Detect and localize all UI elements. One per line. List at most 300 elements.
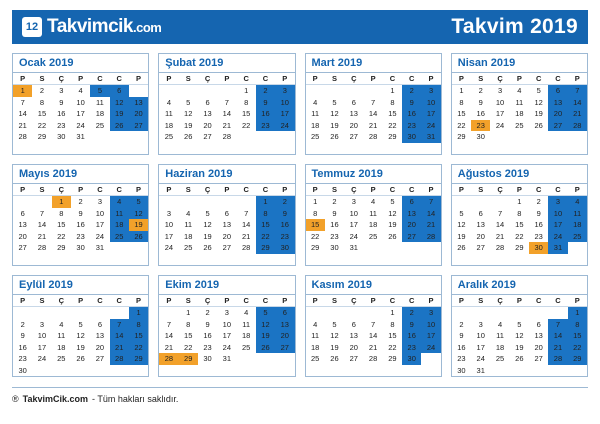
day-cell[interactable]: 14	[568, 97, 587, 109]
day-cell[interactable]: 17	[421, 330, 440, 342]
day-cell[interactable]: 4	[166, 97, 171, 107]
day-cell[interactable]: 16	[76, 220, 85, 230]
day-cell[interactable]: 29	[457, 132, 466, 142]
day-cell[interactable]: 29	[515, 243, 524, 253]
day-cell[interactable]: 29	[388, 132, 397, 142]
day-cell[interactable]: 25	[515, 120, 524, 130]
day-cell[interactable]: 9	[275, 208, 294, 220]
day-cell[interactable]: 1	[517, 197, 522, 207]
day-cell[interactable]: 20	[349, 120, 358, 130]
day-cell[interactable]: 19	[388, 220, 397, 230]
day-cell[interactable]: 8	[256, 208, 275, 220]
day-cell[interactable]: 6	[548, 85, 567, 97]
day-cell[interactable]: 12	[457, 220, 466, 230]
day-cell[interactable]: 17	[164, 231, 174, 241]
day-cell[interactable]: 9	[536, 208, 541, 218]
day-cell[interactable]: 18	[368, 220, 378, 230]
day-cell[interactable]: 12	[534, 97, 543, 107]
day-cell[interactable]: 17	[476, 342, 485, 352]
day-cell[interactable]: 4	[244, 308, 249, 318]
day-cell[interactable]: 14	[368, 109, 378, 119]
day-cell[interactable]: 16	[534, 220, 543, 230]
day-cell[interactable]: 13	[129, 97, 148, 109]
day-cell[interactable]: 9	[402, 97, 421, 109]
day-cell[interactable]: 11	[57, 331, 66, 341]
day-cell[interactable]: 2	[459, 319, 464, 329]
day-cell[interactable]: 20	[476, 231, 485, 241]
day-cell[interactable]: 31	[95, 243, 105, 253]
day-cell[interactable]: 10	[421, 319, 440, 331]
day-cell[interactable]: 29	[256, 242, 275, 254]
day-cell[interactable]: 21	[241, 231, 251, 241]
day-cell[interactable]: 3	[97, 197, 102, 207]
day-cell[interactable]: 14	[164, 331, 174, 341]
day-cell[interactable]: 20	[534, 342, 543, 352]
day-cell[interactable]: 24	[421, 342, 440, 354]
holiday-day-cell[interactable]: 1	[52, 196, 71, 208]
day-cell[interactable]: 4	[371, 197, 376, 207]
day-cell[interactable]: 2	[402, 307, 421, 319]
day-cell[interactable]: 14	[368, 331, 378, 341]
day-cell[interactable]: 21	[421, 219, 440, 231]
holiday-day-cell[interactable]: 29	[179, 353, 198, 365]
day-cell[interactable]: 21	[368, 342, 378, 352]
day-cell[interactable]: 27	[402, 231, 421, 243]
day-cell[interactable]: 27	[222, 243, 232, 253]
day-cell[interactable]: 7	[244, 208, 249, 218]
day-cell[interactable]: 31	[222, 354, 232, 364]
day-cell[interactable]: 4	[186, 208, 191, 218]
day-cell[interactable]: 7	[497, 208, 503, 218]
day-cell[interactable]: 24	[275, 120, 294, 132]
day-cell[interactable]: 29	[388, 354, 397, 364]
day-cell[interactable]: 7	[166, 319, 171, 329]
day-cell[interactable]: 21	[568, 108, 587, 120]
day-cell[interactable]: 13	[349, 331, 358, 341]
day-cell[interactable]: 17	[76, 109, 85, 119]
day-cell[interactable]: 3	[59, 86, 64, 96]
day-cell[interactable]: 18	[164, 120, 174, 130]
day-cell[interactable]: 15	[37, 109, 47, 119]
day-cell[interactable]: 16	[402, 108, 421, 120]
day-cell[interactable]: 25	[95, 120, 105, 130]
day-cell[interactable]: 25	[110, 231, 129, 243]
day-cell[interactable]: 29	[568, 353, 587, 365]
day-cell[interactable]: 17	[421, 108, 440, 120]
day-cell[interactable]: 16	[203, 331, 212, 341]
day-cell[interactable]: 13	[349, 109, 358, 119]
day-cell[interactable]: 6	[351, 319, 356, 329]
day-cell[interactable]: 29	[129, 353, 148, 365]
day-cell[interactable]: 15	[568, 330, 587, 342]
day-cell[interactable]: 26	[203, 243, 212, 253]
day-cell[interactable]: 19	[330, 120, 339, 130]
day-cell[interactable]: 23	[18, 354, 27, 364]
day-cell[interactable]: 17	[222, 331, 232, 341]
day-cell[interactable]: 20	[95, 342, 105, 352]
day-cell[interactable]: 3	[548, 196, 567, 208]
day-cell[interactable]: 19	[457, 231, 466, 241]
day-cell[interactable]: 8	[313, 208, 318, 218]
day-cell[interactable]: 27	[203, 132, 212, 142]
day-cell[interactable]: 3	[275, 85, 294, 97]
day-cell[interactable]: 5	[90, 85, 109, 97]
day-cell[interactable]: 30	[203, 354, 212, 364]
day-cell[interactable]: 25	[495, 354, 505, 364]
day-cell[interactable]: 7	[371, 319, 376, 329]
day-cell[interactable]: 22	[184, 342, 193, 352]
day-cell[interactable]: 3	[421, 307, 440, 319]
day-cell[interactable]: 5	[256, 307, 275, 319]
day-cell[interactable]: 31	[548, 242, 567, 254]
day-cell[interactable]: 1	[256, 196, 275, 208]
day-cell[interactable]: 12	[129, 208, 148, 220]
day-cell[interactable]: 24	[222, 342, 232, 352]
day-cell[interactable]: 31	[76, 132, 85, 142]
day-cell[interactable]: 12	[330, 109, 339, 119]
day-cell[interactable]: 8	[390, 97, 395, 107]
day-cell[interactable]: 27	[18, 243, 27, 253]
day-cell[interactable]: 1	[459, 86, 464, 96]
day-cell[interactable]: 26	[388, 231, 397, 241]
day-cell[interactable]: 15	[57, 220, 66, 230]
day-cell[interactable]: 9	[478, 97, 483, 107]
day-cell[interactable]: 2	[536, 197, 541, 207]
day-cell[interactable]: 5	[517, 319, 522, 329]
day-cell[interactable]: 3	[497, 86, 503, 96]
day-cell[interactable]: 25	[241, 342, 251, 352]
day-cell[interactable]: 23	[457, 354, 466, 364]
day-cell[interactable]: 17	[548, 219, 567, 231]
day-cell[interactable]: 4	[517, 86, 522, 96]
day-cell[interactable]: 19	[184, 120, 193, 130]
day-cell[interactable]: 25	[368, 231, 378, 241]
day-cell[interactable]: 22	[388, 120, 397, 130]
day-cell[interactable]: 8	[517, 208, 522, 218]
day-cell[interactable]: 7	[224, 97, 229, 107]
day-cell[interactable]: 11	[242, 319, 251, 329]
day-cell[interactable]: 18	[184, 231, 193, 241]
day-cell[interactable]: 18	[515, 109, 524, 119]
day-cell[interactable]: 20	[548, 108, 567, 120]
day-cell[interactable]: 17	[495, 109, 505, 119]
day-cell[interactable]: 24	[95, 231, 105, 241]
day-cell[interactable]: 9	[256, 97, 275, 109]
day-cell[interactable]: 12	[388, 208, 397, 218]
day-cell[interactable]: 14	[241, 220, 251, 230]
day-cell[interactable]: 14	[18, 109, 27, 119]
day-cell[interactable]: 14	[110, 330, 129, 342]
day-cell[interactable]: 9	[402, 319, 421, 331]
day-cell[interactable]: 1	[129, 307, 148, 319]
day-cell[interactable]: 15	[241, 109, 251, 119]
day-cell[interactable]: 23	[330, 231, 339, 241]
day-cell[interactable]: 10	[349, 208, 358, 218]
day-cell[interactable]: 5	[332, 97, 337, 107]
day-cell[interactable]: 4	[110, 196, 129, 208]
day-cell[interactable]: 11	[165, 109, 173, 119]
day-cell[interactable]: 1	[390, 308, 395, 318]
day-cell[interactable]: 15	[184, 331, 193, 341]
day-cell[interactable]: 9	[205, 319, 210, 329]
day-cell[interactable]: 12	[330, 331, 339, 341]
holiday-day-cell[interactable]: 19	[129, 219, 148, 231]
day-cell[interactable]: 25	[57, 354, 66, 364]
day-cell[interactable]: 4	[497, 319, 503, 329]
day-cell[interactable]: 22	[568, 342, 587, 354]
day-cell[interactable]: 4	[313, 319, 318, 329]
day-cell[interactable]: 13	[203, 109, 212, 119]
day-cell[interactable]: 6	[351, 97, 356, 107]
day-cell[interactable]: 15	[515, 220, 524, 230]
day-cell[interactable]: 22	[388, 342, 397, 352]
day-cell[interactable]: 30	[18, 365, 27, 375]
day-cell[interactable]: 5	[332, 319, 337, 329]
day-cell[interactable]: 18	[310, 342, 320, 352]
day-cell[interactable]: 14	[495, 220, 505, 230]
day-cell[interactable]: 7	[20, 97, 25, 107]
day-cell[interactable]: 28	[18, 132, 27, 142]
day-cell[interactable]: 14	[421, 208, 440, 220]
day-cell[interactable]: 30	[330, 243, 339, 253]
day-cell[interactable]: 23	[534, 231, 543, 241]
day-cell[interactable]: 8	[39, 97, 45, 107]
day-cell[interactable]: 25	[568, 231, 587, 243]
day-cell[interactable]: 19	[330, 342, 339, 352]
day-cell[interactable]: 13	[18, 220, 27, 230]
day-cell[interactable]: 17	[349, 220, 358, 230]
day-cell[interactable]: 17	[95, 220, 105, 230]
day-cell[interactable]: 22	[241, 120, 251, 130]
day-cell[interactable]: 7	[110, 319, 129, 331]
day-cell[interactable]: 20	[18, 231, 27, 241]
day-cell[interactable]: 15	[129, 330, 148, 342]
day-cell[interactable]: 8	[59, 208, 64, 218]
day-cell[interactable]: 25	[184, 243, 193, 253]
day-cell[interactable]: 30	[402, 131, 421, 143]
day-cell[interactable]: 5	[78, 319, 83, 329]
day-cell[interactable]: 11	[311, 109, 320, 119]
day-cell[interactable]: 11	[369, 208, 377, 218]
day-cell[interactable]: 2	[39, 86, 45, 96]
day-cell[interactable]: 23	[256, 120, 275, 132]
day-cell[interactable]: 6	[110, 85, 129, 97]
day-cell[interactable]: 7	[568, 85, 587, 97]
day-cell[interactable]: 24	[37, 354, 47, 364]
day-cell[interactable]: 27	[534, 354, 543, 364]
day-cell[interactable]: 29	[57, 243, 66, 253]
day-cell[interactable]: 10	[495, 97, 505, 107]
day-cell[interactable]: 29	[37, 132, 47, 142]
day-cell[interactable]: 2	[402, 85, 421, 97]
day-cell[interactable]: 11	[184, 220, 193, 230]
day-cell[interactable]: 28	[368, 132, 378, 142]
day-cell[interactable]: 25	[164, 132, 174, 142]
day-cell[interactable]: 30	[57, 132, 66, 142]
day-cell[interactable]: 18	[568, 219, 587, 231]
day-cell[interactable]: 8	[244, 97, 249, 107]
day-cell[interactable]: 16	[402, 330, 421, 342]
day-cell[interactable]: 19	[110, 108, 129, 120]
day-cell[interactable]: 23	[402, 342, 421, 354]
day-cell[interactable]: 24	[76, 120, 85, 130]
day-cell[interactable]: 24	[495, 120, 505, 130]
day-cell[interactable]: 2	[275, 196, 294, 208]
day-cell[interactable]: 26	[256, 342, 275, 354]
day-cell[interactable]: 11	[568, 208, 587, 220]
day-cell[interactable]: 10	[421, 97, 440, 109]
day-cell[interactable]: 4	[78, 86, 83, 96]
day-cell[interactable]: 28	[222, 132, 232, 142]
day-cell[interactable]: 26	[457, 243, 466, 253]
day-cell[interactable]: 5	[459, 208, 464, 218]
day-cell[interactable]: 3	[421, 85, 440, 97]
day-cell[interactable]: 28	[568, 120, 587, 132]
day-cell[interactable]: 5	[205, 208, 210, 218]
day-cell[interactable]: 19	[515, 342, 524, 352]
day-cell[interactable]: 8	[129, 319, 148, 331]
day-cell[interactable]: 21	[548, 342, 567, 354]
day-cell[interactable]: 10	[95, 208, 105, 218]
day-cell[interactable]: 1	[568, 307, 587, 319]
day-cell[interactable]: 25	[310, 132, 320, 142]
day-cell[interactable]: 26	[330, 354, 339, 364]
day-cell[interactable]: 12	[515, 331, 524, 341]
day-cell[interactable]: 3	[351, 197, 356, 207]
day-cell[interactable]: 7	[371, 97, 376, 107]
day-cell[interactable]: 30	[76, 243, 85, 253]
day-cell[interactable]: 19	[203, 231, 212, 241]
day-cell[interactable]: 5	[129, 196, 148, 208]
day-cell[interactable]: 13	[476, 220, 485, 230]
day-cell[interactable]: 27	[476, 243, 485, 253]
day-cell[interactable]: 13	[534, 331, 543, 341]
day-cell[interactable]: 31	[349, 243, 358, 253]
day-cell[interactable]: 20	[129, 108, 148, 120]
day-cell[interactable]: 28	[241, 243, 251, 253]
day-cell[interactable]: 23	[275, 231, 294, 243]
day-cell[interactable]: 22	[256, 231, 275, 243]
day-cell[interactable]: 30	[275, 242, 294, 254]
day-cell[interactable]: 8	[390, 319, 395, 329]
day-cell[interactable]: 16	[457, 342, 466, 352]
day-cell[interactable]: 17	[275, 108, 294, 120]
day-cell[interactable]: 27	[129, 120, 148, 132]
holiday-day-cell[interactable]: 28	[159, 353, 178, 365]
day-cell[interactable]: 16	[57, 109, 66, 119]
day-cell[interactable]: 30	[457, 365, 466, 375]
day-cell[interactable]: 13	[95, 331, 105, 341]
day-cell[interactable]: 27	[349, 132, 358, 142]
day-cell[interactable]: 20	[402, 219, 421, 231]
day-cell[interactable]: 24	[476, 354, 485, 364]
day-cell[interactable]: 26	[330, 132, 339, 142]
day-cell[interactable]: 22	[310, 231, 320, 241]
day-cell[interactable]: 11	[96, 97, 104, 107]
day-cell[interactable]: 18	[57, 342, 66, 352]
day-cell[interactable]: 1	[244, 86, 249, 96]
day-cell[interactable]: 12	[110, 97, 129, 109]
day-cell[interactable]: 24	[164, 243, 174, 253]
day-cell[interactable]: 23	[57, 120, 66, 130]
day-cell[interactable]: 18	[310, 120, 320, 130]
day-cell[interactable]: 13	[222, 220, 232, 230]
day-cell[interactable]: 6	[20, 208, 25, 218]
day-cell[interactable]: 19	[256, 330, 275, 342]
day-cell[interactable]: 22	[37, 120, 47, 130]
day-cell[interactable]: 8	[568, 319, 587, 331]
day-cell[interactable]: 6	[536, 319, 541, 329]
day-cell[interactable]: 8	[459, 97, 464, 107]
day-cell[interactable]: 24	[548, 231, 567, 243]
day-cell[interactable]: 28	[110, 353, 129, 365]
day-cell[interactable]: 18	[110, 219, 129, 231]
day-cell[interactable]: 28	[495, 243, 505, 253]
day-cell[interactable]: 22	[129, 342, 148, 354]
day-cell[interactable]: 2	[478, 86, 483, 96]
day-cell[interactable]: 22	[457, 120, 466, 130]
day-cell[interactable]: 7	[421, 196, 440, 208]
day-cell[interactable]: 19	[76, 342, 85, 352]
day-cell[interactable]: 2	[205, 308, 210, 318]
day-cell[interactable]: 4	[59, 319, 64, 329]
day-cell[interactable]: 13	[548, 97, 567, 109]
day-cell[interactable]: 16	[256, 108, 275, 120]
day-cell[interactable]: 21	[164, 342, 174, 352]
day-cell[interactable]: 5	[390, 197, 395, 207]
holiday-day-cell[interactable]: 23	[471, 120, 490, 132]
day-cell[interactable]: 12	[256, 319, 275, 331]
holiday-day-cell[interactable]: 15	[306, 219, 325, 231]
day-cell[interactable]: 26	[76, 354, 85, 364]
footer-brand[interactable]: TakvimCik.com	[22, 394, 89, 404]
day-cell[interactable]: 6	[275, 307, 294, 319]
day-cell[interactable]: 16	[275, 219, 294, 231]
day-cell[interactable]: 12	[184, 109, 193, 119]
day-cell[interactable]: 28	[368, 354, 378, 364]
day-cell[interactable]: 26	[534, 120, 543, 130]
day-cell[interactable]: 10	[76, 97, 85, 107]
day-cell[interactable]: 3	[39, 319, 45, 329]
day-cell[interactable]: 2	[78, 197, 83, 207]
day-cell[interactable]: 23	[402, 120, 421, 132]
day-cell[interactable]: 23	[76, 231, 85, 241]
day-cell[interactable]: 20	[222, 231, 232, 241]
day-cell[interactable]: 10	[37, 331, 47, 341]
day-cell[interactable]: 10	[548, 208, 567, 220]
day-cell[interactable]: 7	[548, 319, 567, 331]
day-cell[interactable]: 22	[57, 231, 66, 241]
day-cell[interactable]: 6	[97, 319, 102, 329]
day-cell[interactable]: 11	[311, 331, 320, 341]
day-cell[interactable]: 1	[313, 197, 318, 207]
day-cell[interactable]: 20	[349, 342, 358, 352]
day-cell[interactable]: 21	[495, 231, 505, 241]
day-cell[interactable]: 10	[275, 97, 294, 109]
day-cell[interactable]: 6	[478, 208, 483, 218]
day-cell[interactable]: 21	[37, 231, 47, 241]
day-cell[interactable]: 26	[184, 132, 193, 142]
day-cell[interactable]: 12	[203, 220, 212, 230]
day-cell[interactable]: 1	[186, 308, 191, 318]
site-logo[interactable]	[22, 16, 161, 38]
day-cell[interactable]: 22	[515, 231, 524, 241]
day-cell[interactable]: 18	[95, 109, 105, 119]
day-cell[interactable]: 11	[515, 97, 524, 107]
day-cell[interactable]: 11	[110, 208, 129, 220]
day-cell[interactable]: 18	[241, 331, 251, 341]
day-cell[interactable]: 21	[368, 120, 378, 130]
